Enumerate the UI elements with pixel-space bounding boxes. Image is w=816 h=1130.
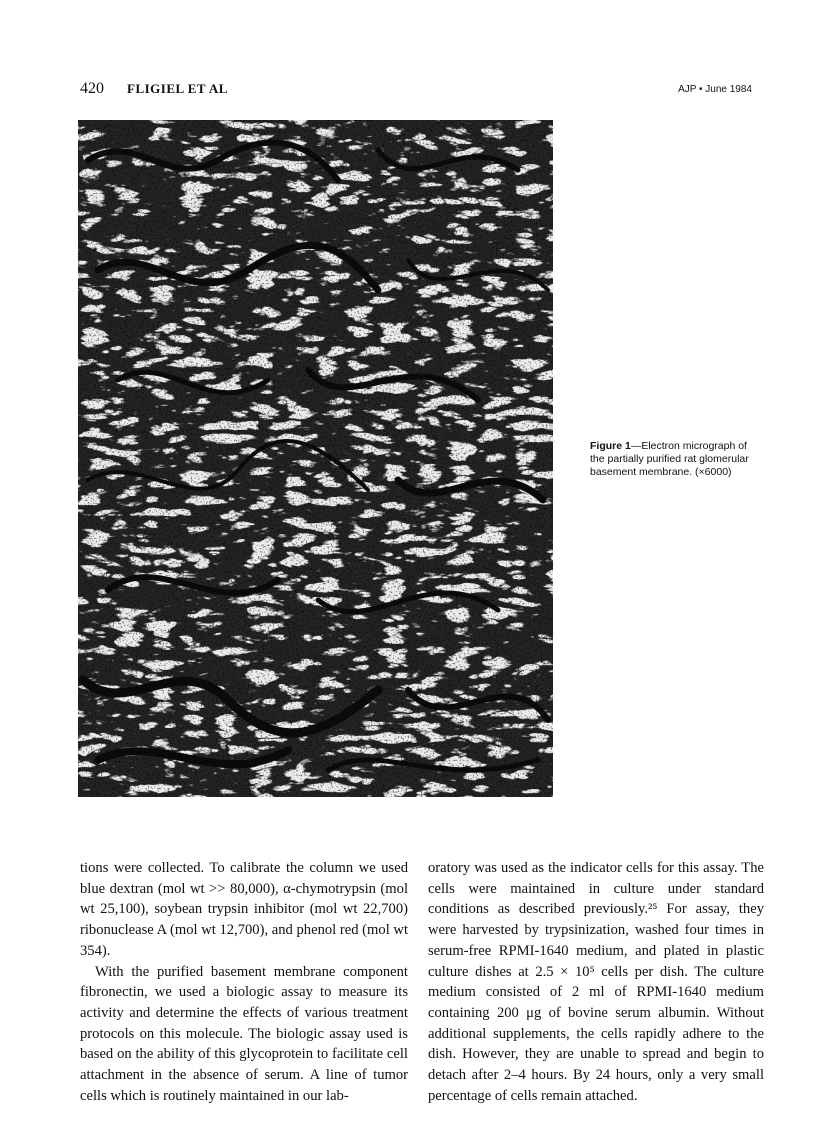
body-column-right <box>428 858 764 1106</box>
figure-label: Figure 1 <box>590 440 631 452</box>
micrograph-image <box>78 120 553 797</box>
running-author: FLIGIEL ET AL <box>127 81 228 96</box>
electron-micrograph <box>78 120 553 797</box>
body-paragraph: oratory was used as the indicator cells for this assay. The cells were maintained in culture under standard conditions as described previously.²⁵ For assay, they were harvested by trypsinization, washed four times in serum-free RPMI-1640 medium, and plated in plastic culture dishes at 2.5 × 10⁵ cells per dish. The culture medium consisted of 2 ml of RPMI-1640 medium containing 200 μg of bovine serum albumin. Without additional supplements, the cells rapidly adhere to the dish. However, they are unable to spread and begin to detach after 2–4 hours. By 24 hours, only a very small percentage of cells remain attached. <box>428 860 764 1104</box>
body-paragraph: With the purified basement membrane component fibronectin, we used a biologic assay to measure its activity and determine the effects of various treatment protocols on this molecule. The biologic assay used is based on the ability of this glycoprotein to facilitate cell attachment in the absence of serum. A line of tumor cells which is routinely maintained in our lab- <box>80 963 408 1104</box>
figure-caption <box>590 440 760 479</box>
journal-date: AJP • June 1984 <box>678 84 752 95</box>
page-number: 420 <box>80 80 104 97</box>
body-column-left <box>80 858 408 1106</box>
body-paragraph: tions were collected. To calibrate the column we used blue dextran (mol wt >> 80,000), α-chymotrypsin (mol wt 25,100), soybean trypsin inhibitor (mol wt 22,700) ribonuclease A (mol wt 12,700), and phenol red (mol wt 354). <box>80 860 408 959</box>
figure-caption-text: —Electron micrograph of the partially purified rat glomerular basement membrane. (×6000) <box>590 440 749 478</box>
page-header <box>80 80 752 102</box>
